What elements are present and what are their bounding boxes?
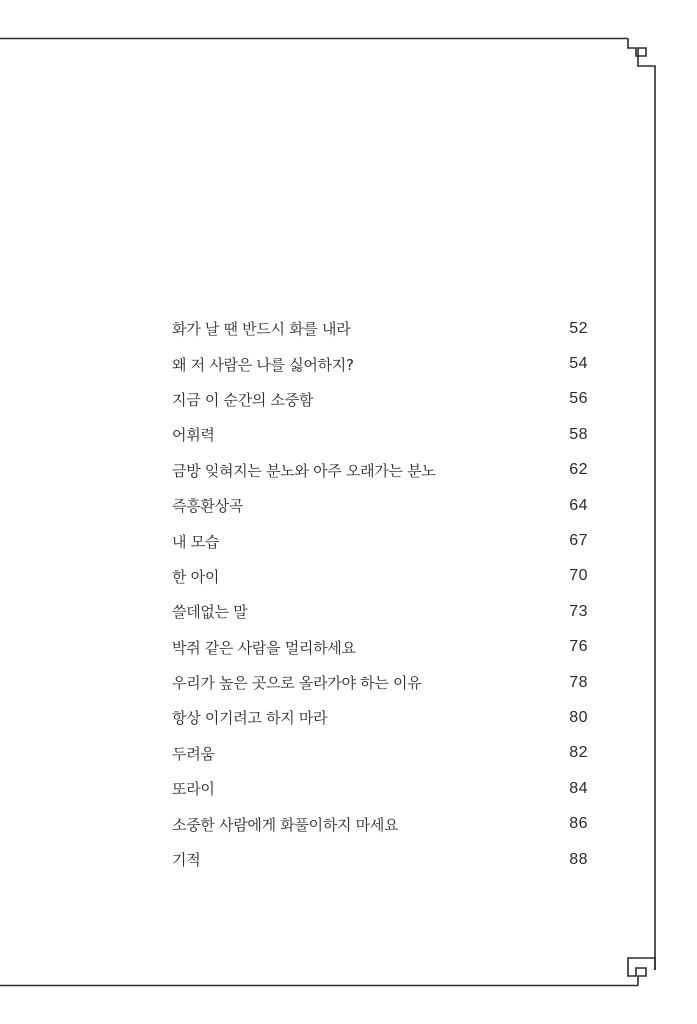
toc-entry-title: 금방 잊혀지는 분노와 아주 오래가는 분노 (172, 461, 436, 480)
toc-entry[interactable] (172, 630, 588, 665)
toc-entry[interactable] (172, 806, 588, 841)
toc-entry-title: 기적 (172, 851, 201, 870)
toc-entry-page-number: 56 (569, 390, 588, 408)
toc-entry-page-number: 52 (569, 319, 588, 337)
toc-entry[interactable] (172, 842, 588, 877)
toc-entry[interactable] (172, 700, 588, 735)
toc-entry-title: 화가 날 땐 반드시 화를 내라 (172, 320, 351, 339)
toc-entry-page-number: 58 (569, 425, 588, 443)
toc-entry-page-number: 86 (569, 815, 588, 833)
toc-entry[interactable] (172, 523, 588, 558)
toc-entry-title: 우리가 높은 곳으로 올라가야 하는 이유 (172, 674, 422, 693)
toc-entry-page-number: 54 (569, 355, 588, 373)
top-right-corner-ornament (628, 39, 655, 971)
toc-entry-title: 왜 저 사람은 나를 싫어하지? (172, 355, 354, 374)
toc-entry[interactable] (172, 488, 588, 523)
toc-entry-title: 어휘력 (172, 426, 215, 445)
table-of-contents (172, 311, 588, 877)
toc-entry-page-number: 88 (569, 850, 588, 868)
toc-entry-title: 쓸데없는 말 (172, 603, 248, 622)
toc-entry-page-number: 76 (569, 638, 588, 656)
toc-entry-title: 한 아이 (172, 567, 220, 586)
toc-entry-page-number: 82 (569, 744, 588, 762)
toc-entry-title: 항상 이기려고 하지 마라 (172, 709, 328, 728)
toc-entry-title: 또라이 (172, 780, 215, 799)
toc-entry-title: 소중한 사람에게 화풀이하지 마세요 (172, 815, 399, 834)
toc-entry[interactable] (172, 382, 588, 417)
toc-entry[interactable] (172, 559, 588, 594)
toc-entry[interactable] (172, 311, 588, 346)
toc-entry[interactable] (172, 736, 588, 771)
toc-entry-page-number: 67 (569, 532, 588, 550)
toc-entry-title: 지금 이 순간의 소중함 (172, 390, 314, 409)
toc-entry[interactable] (172, 594, 588, 629)
toc-entry-title: 두려움 (172, 744, 215, 763)
toc-entry[interactable] (172, 453, 588, 488)
toc-entry-page-number: 80 (569, 708, 588, 726)
bottom-right-corner-ornament (628, 958, 655, 986)
toc-entry-page-number: 70 (569, 567, 588, 585)
toc-entry[interactable] (172, 665, 588, 700)
toc-entry[interactable] (172, 771, 588, 806)
toc-entry-title: 즉흥환상곡 (172, 497, 243, 516)
toc-entry-title: 박쥐 같은 사람을 멀리하세요 (172, 638, 356, 657)
toc-entry-page-number: 64 (569, 496, 588, 514)
toc-entry[interactable] (172, 417, 588, 452)
toc-entry-page-number: 84 (569, 779, 588, 797)
toc-entry-page-number: 78 (569, 673, 588, 691)
toc-entry-page-number: 73 (569, 602, 588, 620)
toc-entry-page-number: 62 (569, 461, 588, 479)
toc-entry[interactable] (172, 346, 588, 381)
toc-entry-title: 내 모습 (172, 532, 220, 551)
